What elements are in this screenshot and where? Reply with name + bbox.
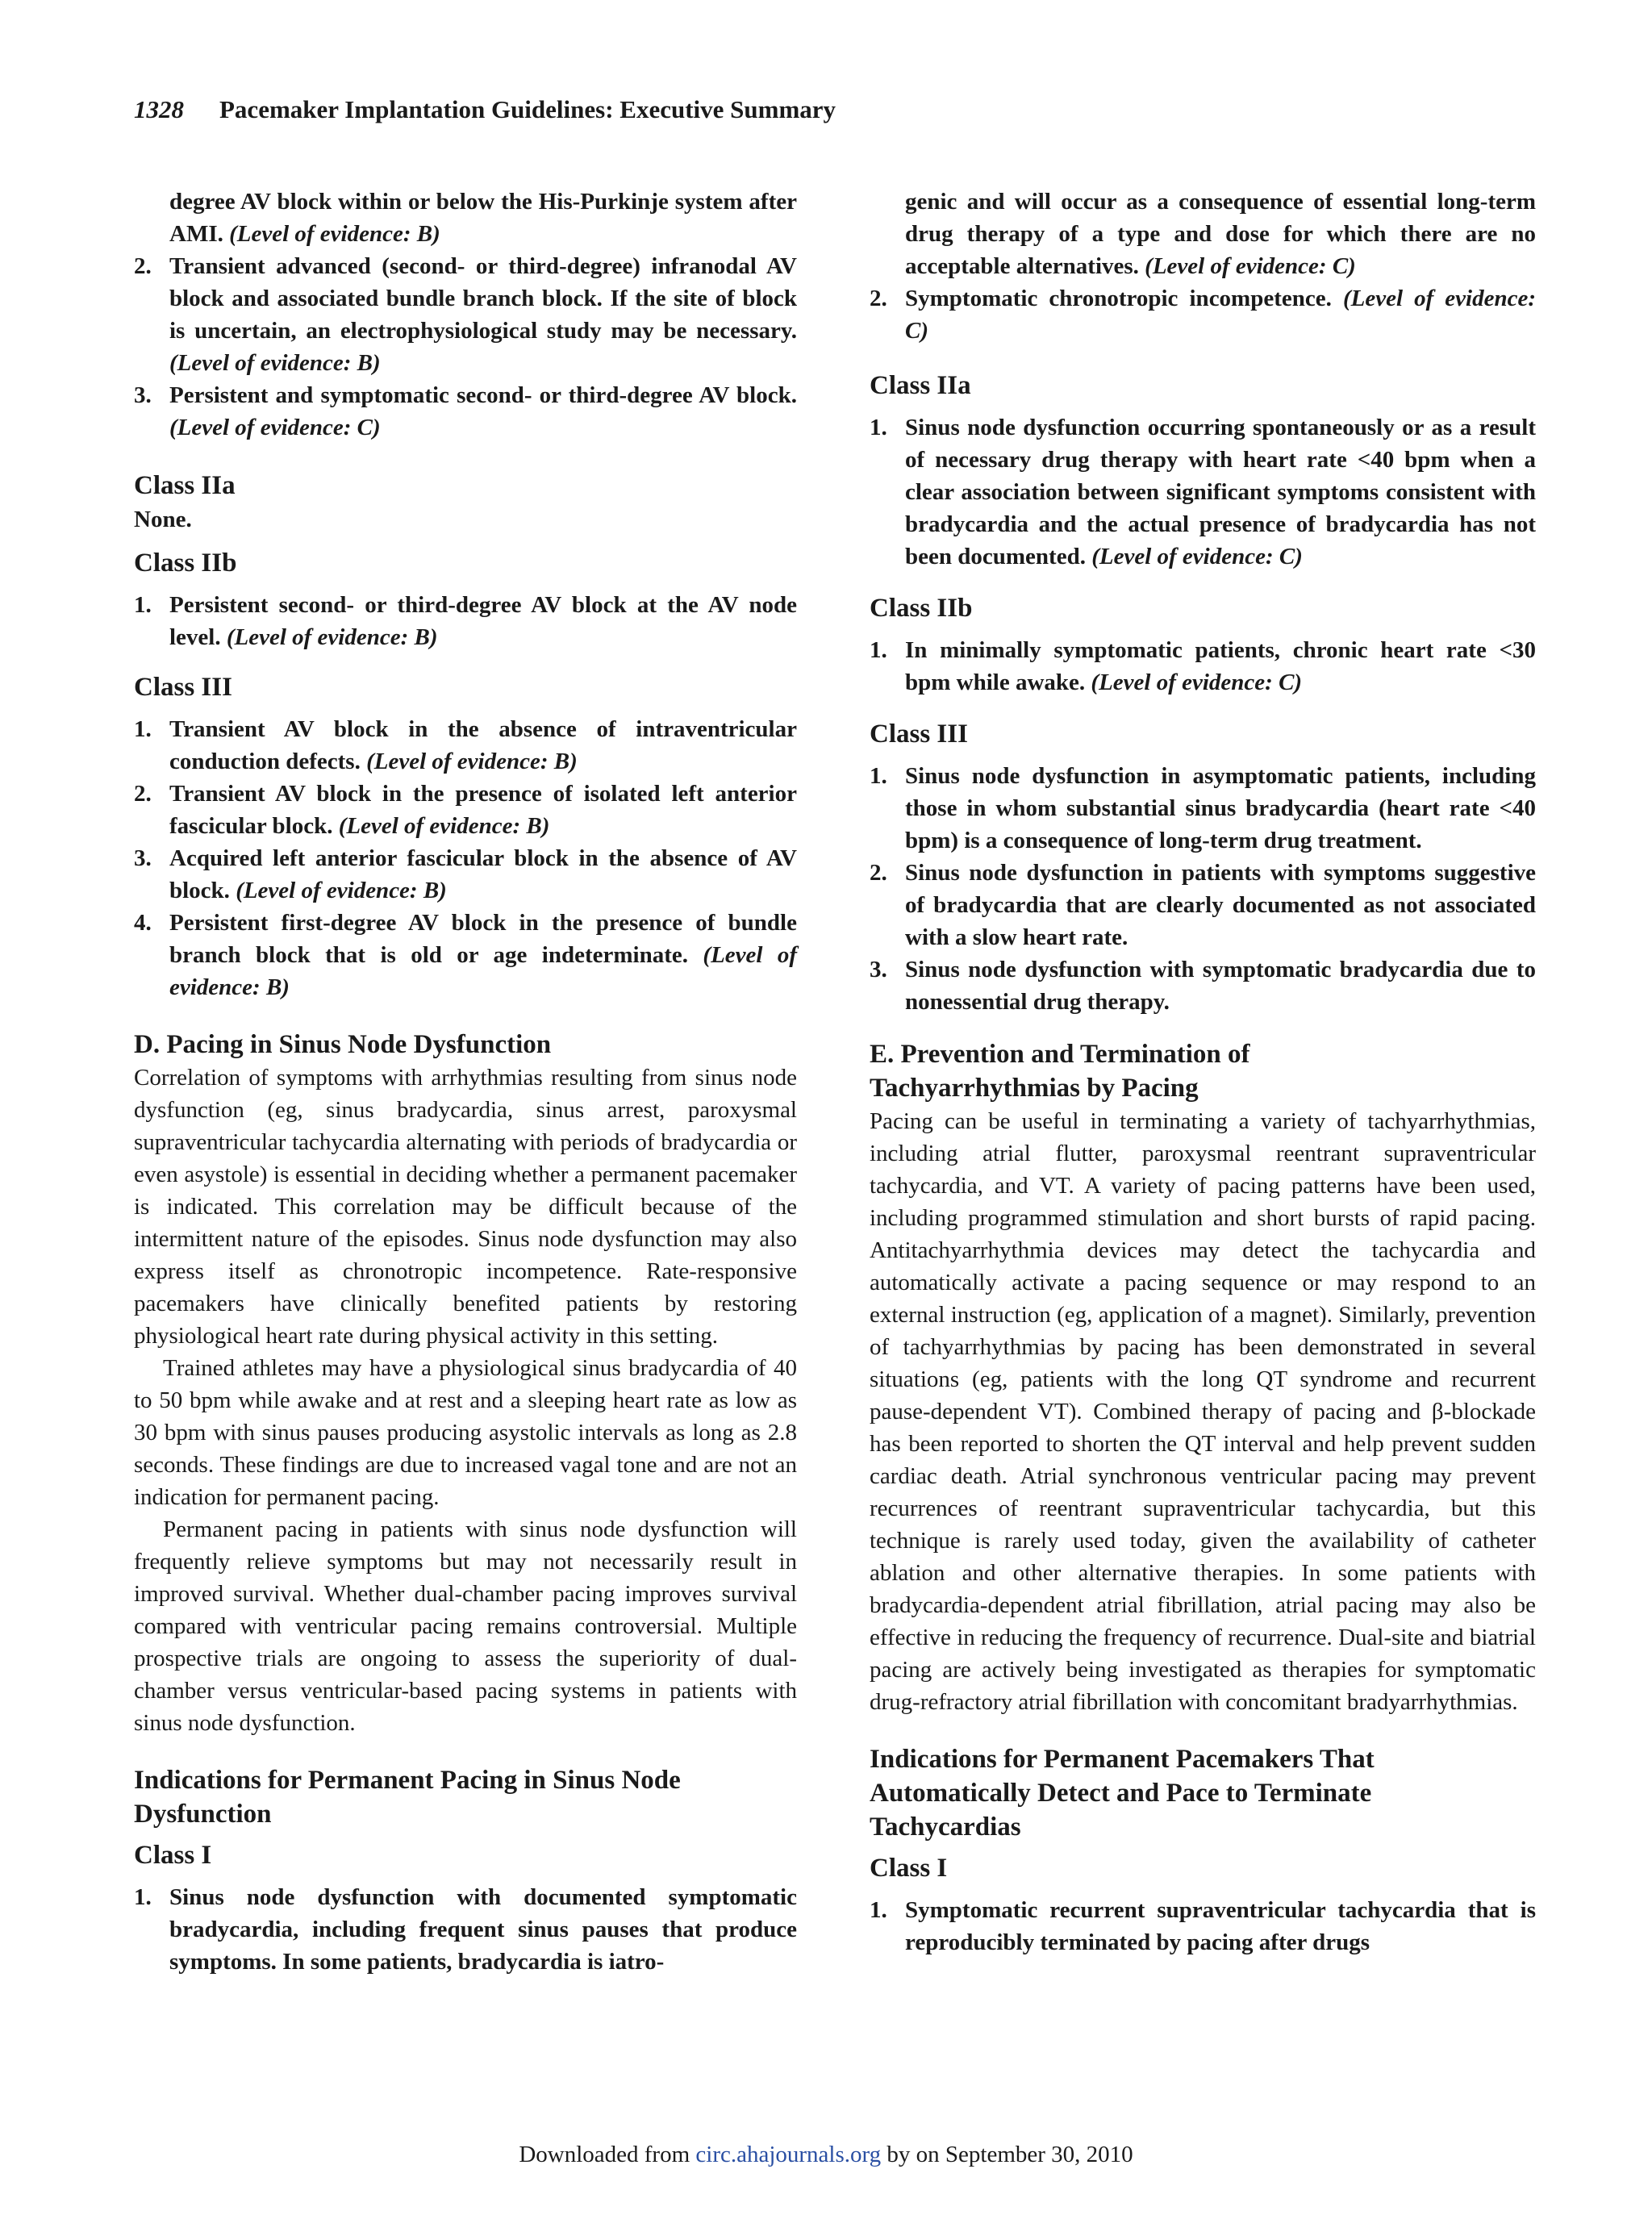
right-continued-list: [870, 186, 1536, 347]
list-item: 1. Persistent second- or third-degree AV block at the AV node level. (Level of evidence: B): [134, 592, 797, 650]
list-item: 2. Sinus node dysfunction in patients with symptoms suggestive of bradycardia that are clearly documented as not associated with a slow heart rate.: [870, 860, 1536, 950]
list-item: 1. Symptomatic recurrent supraventricular tachycardia that is reproducibly terminated by pacing after drugs: [870, 1897, 1536, 1955]
indications-snd-heading: Indications for Permanent Pacing in Sinus Node Dysfunction: [134, 1766, 681, 1829]
heading-class-iib: Class IIb: [870, 594, 973, 623]
heading-class-iii: Class III: [134, 673, 232, 702]
list-item: 1. In minimally symptomatic patients, chronic heart rate <30 bpm while awake. (Level of evidence: C): [870, 637, 1536, 695]
list-item: genic and will occur as a consequence of essential long-term drug therapy of a type and dose for which there are no acceptable alternatives. (Level of evidence: C): [905, 189, 1536, 279]
class-iib-list: [134, 589, 797, 653]
indications-snd-list: [134, 1881, 797, 1978]
class-iii-list: [134, 713, 797, 1003]
footer-suffix: by on September 30, 2010: [881, 2142, 1133, 2167]
indications-tachy-heading: Indications for Permanent Pacemakers That Automatically Detect and Pace to Terminate Tachycardias: [870, 1745, 1375, 1842]
indications-tachy-list: [870, 1894, 1536, 1958]
list-item: 1. Sinus node dysfunction with documented symptomatic bradycardia, including frequent sinus pauses that produce symptoms. In some patients, bradycardia is iatro-: [134, 1884, 797, 1975]
section-e-heading: E. Prevention and Termination of Tachyarrhythmias by Pacing: [870, 1040, 1250, 1103]
page-number: 1328: [134, 95, 184, 123]
class-iia-list: [870, 411, 1536, 573]
list-item: 1. Sinus node dysfunction in asymptomatic patients, including those in whom substantial sinus bradycardia (heart rate <40 bpm) is a consequence of long-term drug treatment.: [870, 763, 1536, 853]
journal-link[interactable]: circ.ahajournals.org: [695, 2142, 882, 2167]
list-item: 4. Persistent first-degree AV block in the presence of bundle branch block that is old or age indeterminate. (Level of evidence: B): [134, 910, 798, 1000]
running-title: Pacemaker Implantation Guidelines: Executive Summary: [219, 95, 836, 123]
heading-class-i: Class I: [870, 1854, 948, 1883]
class-iia-text: None.: [134, 507, 192, 532]
heading-class-iia: Class IIa: [134, 471, 236, 500]
list-item: 1. Transient AV block in the absence of intraventricular conduction defects. (Level of evidence: B): [134, 716, 797, 774]
download-footer: [0, 2142, 1652, 2168]
class-iib-list: [870, 634, 1536, 699]
heading-class-iib: Class IIb: [134, 549, 237, 578]
section-e-paragraph-1: Pacing can be useful in terminating a variety of tachyarrhythmias, including atrial flutter, paroxysmal reentrant supraventricular tachycardia, and VT. A variety of pacing patterns have been used, including programmed stimulation and short bursts of rapid pacing. Antitachyarrhythmia devices may detect the tachycardia and automatically activate a pacing sequence or may respond to an external instruction (eg, application of a magnet). Similarly, prevention of tachyarrhythmias by pacing has been demonstrated in several situations (eg, patients with the long QT syndrome and recurrent pause-dependent VT). Combined therapy of pacing and β-blockade has been reported to shorten the QT interval and help prevent sudden cardiac death. Atrial synchronous ventricular pacing may prevent recurrences of reentrant supraventricular tachycardia, but this technique is rarely used today, given the availability of catheter ablation and other alternative therapies. In some patients with bradycardia-dependent atrial fibrillation, atrial pacing may also be effective in reducing the frequency of recurrence. Dual-site and biatrial pacing are actively being investigated as therapies for symptomatic drug-refractory atrial fibrillation with concomitant bradyarrhythmias.: [870, 1108, 1536, 1715]
section-d-paragraph-2: Trained athletes may have a physiological sinus bradycardia of 40 to 50 bpm while awake and at rest and a sleeping heart rate as low as 30 bpm with sinus pauses producing asystolic intervals as long as 2.8 seconds. These findings are due to increased vagal tone and are not an indication for permanent pacing.: [134, 1355, 797, 1510]
list-item: degree AV block within or below the His-Purkinje system after AMI. (Level of evidence: B): [169, 189, 797, 247]
heading-class-iia: Class IIa: [870, 371, 971, 400]
section-d-heading: D. Pacing in Sinus Node Dysfunction: [134, 1030, 552, 1059]
list-item: 1. Sinus node dysfunction occurring spontaneously or as a result of necessary drug therapy with heart rate <40 bpm when a clear association between significant symptoms consistent with bradycardia and the actual presence of bradycardia has not been documented. (Level of evidence: C): [870, 415, 1536, 569]
list-item: 2. Transient advanced (second- or third-degree) infranodal AV block and associated bundle branch block. If the site of block is uncertain, an electrophysiological study may be necessary. (Level of evidence: B): [134, 253, 797, 376]
running-header: [134, 95, 836, 124]
section-d-paragraph-1: Correlation of symptoms with arrhythmias resulting from sinus node dysfunction (eg, sinus bradycardia, sinus arrest, paroxysmal supraventricular tachycardia alternating with periods of bradycardia or even asystole) is essential in deciding whether a permanent pacemaker is indicated. This correlation may be difficult because of the intermittent nature of the episodes. Sinus node dysfunction may also express itself as chronotropic incompetence. Rate-responsive pacemakers have clinically benefited patients by restoring physiological heart rate during physical activity in this setting.: [134, 1065, 797, 1349]
heading-class-i: Class I: [134, 1841, 212, 1870]
heading-class-iii: Class III: [870, 720, 968, 749]
list-item: 2. Transient AV block in the presence of isolated left anterior fascicular block. (Level of evidence: B): [134, 781, 797, 839]
left-column: [134, 186, 797, 1978]
section-d-paragraph-3: Permanent pacing in patients with sinus node dysfunction will frequently relieve symptoms but may not necessarily result in improved survival. Whether dual-chamber pacing improves survival compared with ventricular pacing remains controversial. Multiple prospective trials are ongoing to assess the superiority of dual-chamber versus ventricular-based pacing systems in patients with sinus node dysfunction.: [134, 1516, 797, 1736]
list-item: 3. Sinus node dysfunction with symptomatic bradycardia due to nonessential drug therapy.: [870, 957, 1536, 1015]
list-item: 3. Acquired left anterior fascicular block in the absence of AV block. (Level of evidence: B): [134, 845, 797, 903]
list-item: 2. Symptomatic chronotropic incompetence. (Level of evidence: C): [870, 286, 1537, 344]
right-column: [870, 186, 1536, 1958]
footer-prefix: Downloaded from: [519, 2142, 696, 2167]
class-iii-list: [870, 760, 1536, 1018]
left-continued-list: [134, 186, 797, 444]
list-item: 3. Persistent and symptomatic second- or third-degree AV block. (Level of evidence: C): [134, 382, 797, 440]
